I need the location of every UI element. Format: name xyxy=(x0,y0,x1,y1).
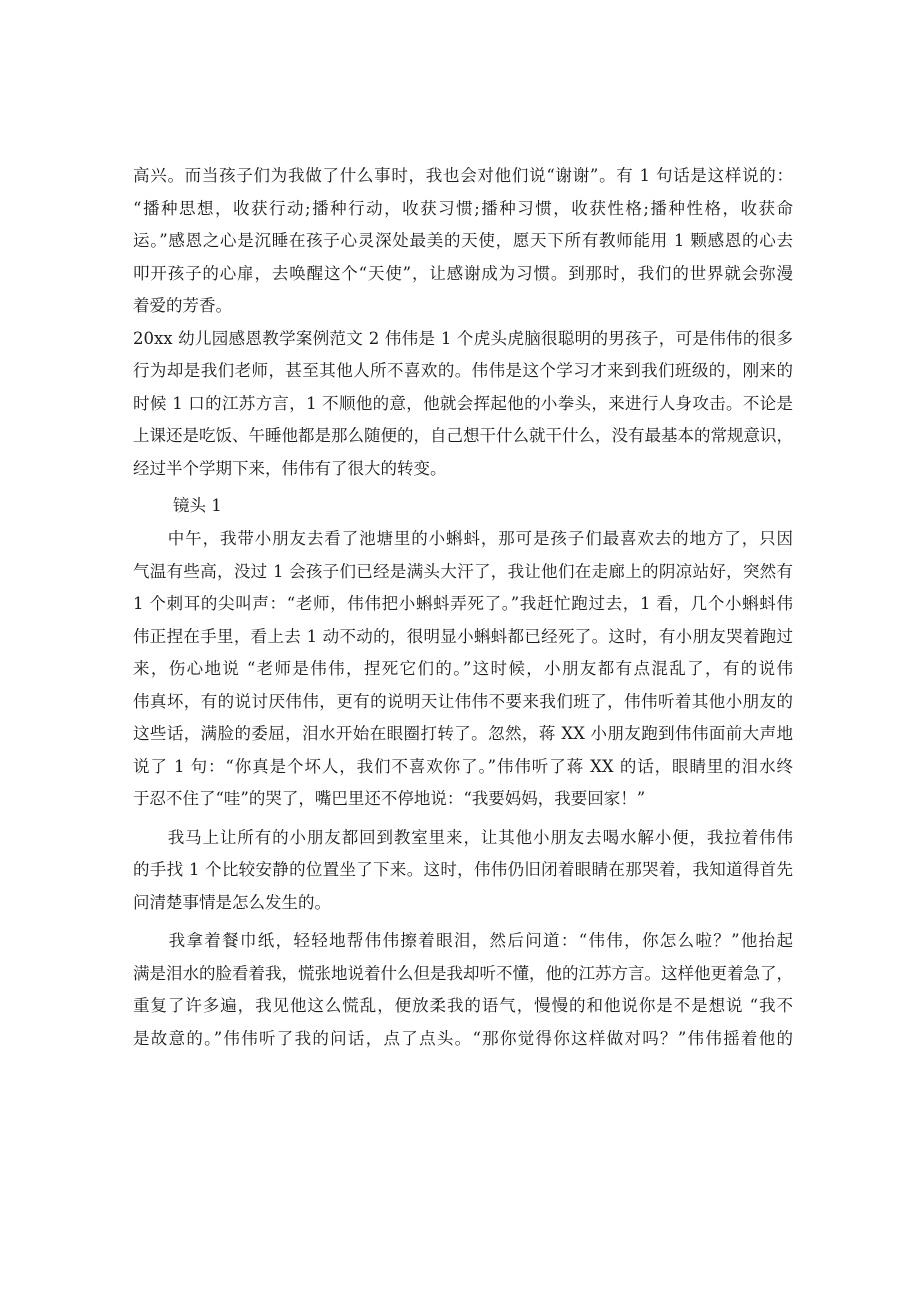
text-line: 我拿着餐巾纸，轻轻地帮伟伟擦着眼泪，然后问道：“伟伟，你怎么啦？”他抬起 xyxy=(133,931,793,950)
text-line: 经过半个学期下来，伟伟有了很大的转变。 xyxy=(133,458,447,478)
document-page xyxy=(133,160,793,1055)
text-line: 着爱的芳香。 xyxy=(133,296,232,315)
text-line: 这些话，满脸的委屈，泪水开始在眼圈打转了。忽然，蒋 XX 小朋友跑到伟伟面前大声地 xyxy=(133,724,793,743)
paragraph-classroom xyxy=(133,822,793,920)
text-line: 上课还是吃饭、午睡他都是那么随便的，自己想干什么就干什么，没有最基本的常规意识， xyxy=(133,426,793,445)
paragraph-conversation xyxy=(133,925,793,1055)
section-heading: 镜头 1 xyxy=(173,496,222,515)
text-line: 重复了许多遍，我见他这么慌乱，便放柔我的语气，慢慢的和他说你是不是想说 “我不 xyxy=(133,996,793,1015)
paragraph-gratitude-conclusion xyxy=(133,160,793,323)
text-line: 行为却是我们老师，甚至其他人所不喜欢的。伟伟是这个学习才来到我们班级的，刚来的 xyxy=(133,361,793,380)
text-line: 时候 1 口的江苏方言，1 不顺他的意，他就会挥起他的小拳头，来进行人身攻击。不论是 xyxy=(133,393,793,413)
text-line: 说了 1 句：“你真是个坏人，我们不喜欢你了。”伟伟听了蒋 XX 的话，眼睛里的泪水终 xyxy=(133,756,793,776)
text-line: 我马上让所有的小朋友都回到教室里来，让其他小朋友去喝水解小便，我拉着伟伟 xyxy=(133,827,793,847)
text-line: 是故意的。”伟伟听了我的问话，点了点头。“那你觉得你这样做对吗？”伟伟摇着他的 xyxy=(133,1028,793,1048)
text-line: 运。”感恩之心是沉睡在孩子心灵深处最美的天使，愿天下所有教师能用 1 颗感恩的心去 xyxy=(133,231,793,250)
text-line: 于忍不住了“哇”的哭了，嘴巴里还不停地说：“我要妈妈，我要回家！” xyxy=(133,789,646,808)
text-line: 的手找 1 个比较安静的位置坐了下来。这时，伟伟仍旧闭着眼睛在那哭着，我知道得首先 xyxy=(133,860,793,879)
paragraph-tadpole-story xyxy=(133,523,793,816)
text-line: 高兴。而当孩子们为我做了什么事时，我也会对他们说“谢谢”。有 1 句话是这样说的： xyxy=(133,166,793,185)
text-line: “播种思想，收获行动;播种行动，收获习惯;播种习惯，收获性格;播种性格，收获命 xyxy=(133,198,793,218)
text-line: 伟真坏，有的说讨厌伟伟，更有的说明天让伟伟不要来我们班了，伟伟听着其他小朋友的 xyxy=(133,691,793,711)
text-line: 来，伤心地说 “老师是伟伟，捏死它们的。”这时候，小朋友都有点混乱了，有的说伟 xyxy=(133,659,793,678)
text-line: 1 个刺耳的尖叫声：“老师，伟伟把小蝌蚪弄死了。”我赶忙跑过去，1 看，几个小蝌蚪伟 xyxy=(133,594,793,613)
text-line: 叩开孩子的心扉，去唤醒这个“天使”，让感谢成为习惯。到那时，我们的世界就会弥漫 xyxy=(133,263,793,283)
text-line: 气温有些高，没过 1 会孩子们已经是满头大汗了，我让他们在走廊上的阴凉站好，突然有 xyxy=(133,561,793,581)
text-line: 满是泪水的脸看着我，慌张地说着什么但是我却听不懂，他的江苏方言。这样他更着急了， xyxy=(133,963,793,983)
text-line: 问清楚事情是怎么发生的。 xyxy=(133,892,331,912)
text-line: 伟正捏在手里，看上去 1 动不动的，很明显小蝌蚪都已经死了。这时，有小朋友哭着跑过 xyxy=(133,626,793,646)
paragraph-case-intro xyxy=(133,323,793,486)
text-line: 20xx 幼儿园感恩教学案例范文 2 伟伟是 1 个虎头虎脑很聪明的男孩子，可是伟伟的很多 xyxy=(133,328,793,348)
text-line: 中午，我带小朋友去看了池塘里的小蝌蚪，那可是孩子们最喜欢去的地方了，只因 xyxy=(133,529,793,548)
